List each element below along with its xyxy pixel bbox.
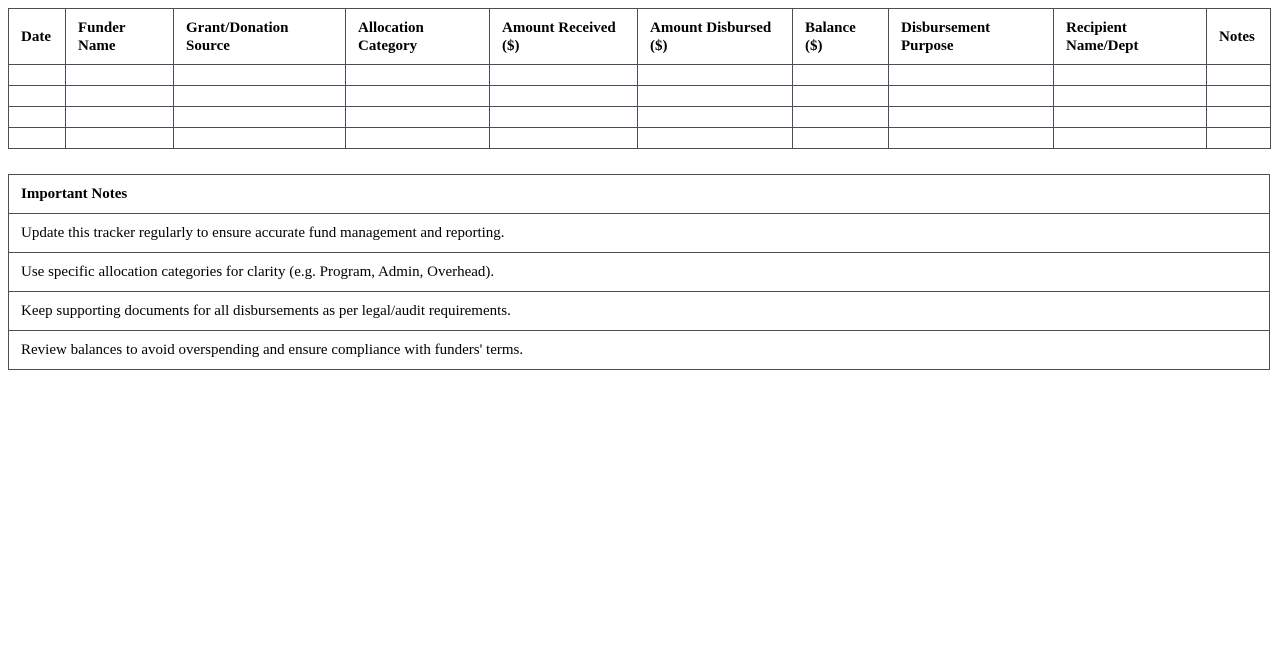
notes-heading: Important Notes [9, 175, 1270, 214]
table-cell[interactable] [346, 128, 490, 149]
table-cell[interactable] [66, 107, 174, 128]
table-cell[interactable] [490, 107, 638, 128]
table-cell[interactable] [174, 128, 346, 149]
table-cell[interactable] [1207, 86, 1271, 107]
table-cell[interactable] [490, 86, 638, 107]
table-cell[interactable] [638, 65, 793, 86]
table-cell[interactable] [9, 128, 66, 149]
column-header-disbursement-purpose: Disbursement Purpose [889, 9, 1054, 65]
column-header-notes: Notes [1207, 9, 1271, 65]
table-cell[interactable] [793, 107, 889, 128]
table-cell[interactable] [638, 128, 793, 149]
table-cell[interactable] [9, 107, 66, 128]
column-header-funder-name: Funder Name [66, 9, 174, 65]
table-cell[interactable] [1054, 107, 1207, 128]
table-cell[interactable] [889, 86, 1054, 107]
table-cell[interactable] [490, 128, 638, 149]
note-row [9, 292, 1270, 331]
table-cell[interactable] [346, 107, 490, 128]
note-row [9, 331, 1270, 370]
table-header-row [9, 9, 1271, 65]
table-cell[interactable] [1207, 65, 1271, 86]
important-notes-table [8, 174, 1270, 370]
table-cell[interactable] [1054, 65, 1207, 86]
column-header-balance: Balance ($) [793, 9, 889, 65]
table-row [9, 86, 1271, 107]
table-cell[interactable] [1207, 128, 1271, 149]
note-row [9, 214, 1270, 253]
table-cell[interactable] [638, 107, 793, 128]
table-cell[interactable] [1054, 128, 1207, 149]
column-header-amount-received: Amount Received ($) [490, 9, 638, 65]
table-row [9, 107, 1271, 128]
table-cell[interactable] [66, 128, 174, 149]
column-header-date: Date [9, 9, 66, 65]
table-cell[interactable] [793, 128, 889, 149]
note-item: Review balances to avoid overspending and ensure compliance with funders' terms. [9, 331, 1270, 370]
table-cell[interactable] [174, 65, 346, 86]
column-header-source: Grant/Donation Source [174, 9, 346, 65]
column-header-amount-disbursed: Amount Disbursed ($) [638, 9, 793, 65]
column-header-recipient: Recipient Name/Dept [1054, 9, 1207, 65]
table-cell[interactable] [889, 128, 1054, 149]
table-cell[interactable] [490, 65, 638, 86]
table-cell[interactable] [793, 86, 889, 107]
table-cell[interactable] [889, 65, 1054, 86]
table-cell[interactable] [66, 65, 174, 86]
table-cell[interactable] [9, 65, 66, 86]
table-cell[interactable] [638, 86, 793, 107]
fund-tracker-table [8, 8, 1271, 149]
table-cell[interactable] [174, 107, 346, 128]
note-row [9, 253, 1270, 292]
table-cell[interactable] [1207, 107, 1271, 128]
table-cell[interactable] [9, 86, 66, 107]
table-cell[interactable] [793, 65, 889, 86]
note-item: Keep supporting documents for all disbursements as per legal/audit requirements. [9, 292, 1270, 331]
table-cell[interactable] [889, 107, 1054, 128]
table-cell[interactable] [174, 86, 346, 107]
note-item: Use specific allocation categories for clarity (e.g. Program, Admin, Overhead). [9, 253, 1270, 292]
table-cell[interactable] [1054, 86, 1207, 107]
note-item: Update this tracker regularly to ensure accurate fund management and reporting. [9, 214, 1270, 253]
table-row [9, 65, 1271, 86]
notes-header-row [9, 175, 1270, 214]
table-cell[interactable] [66, 86, 174, 107]
column-header-allocation-category: Allocation Category [346, 9, 490, 65]
table-row [9, 128, 1271, 149]
table-cell[interactable] [346, 65, 490, 86]
table-cell[interactable] [346, 86, 490, 107]
